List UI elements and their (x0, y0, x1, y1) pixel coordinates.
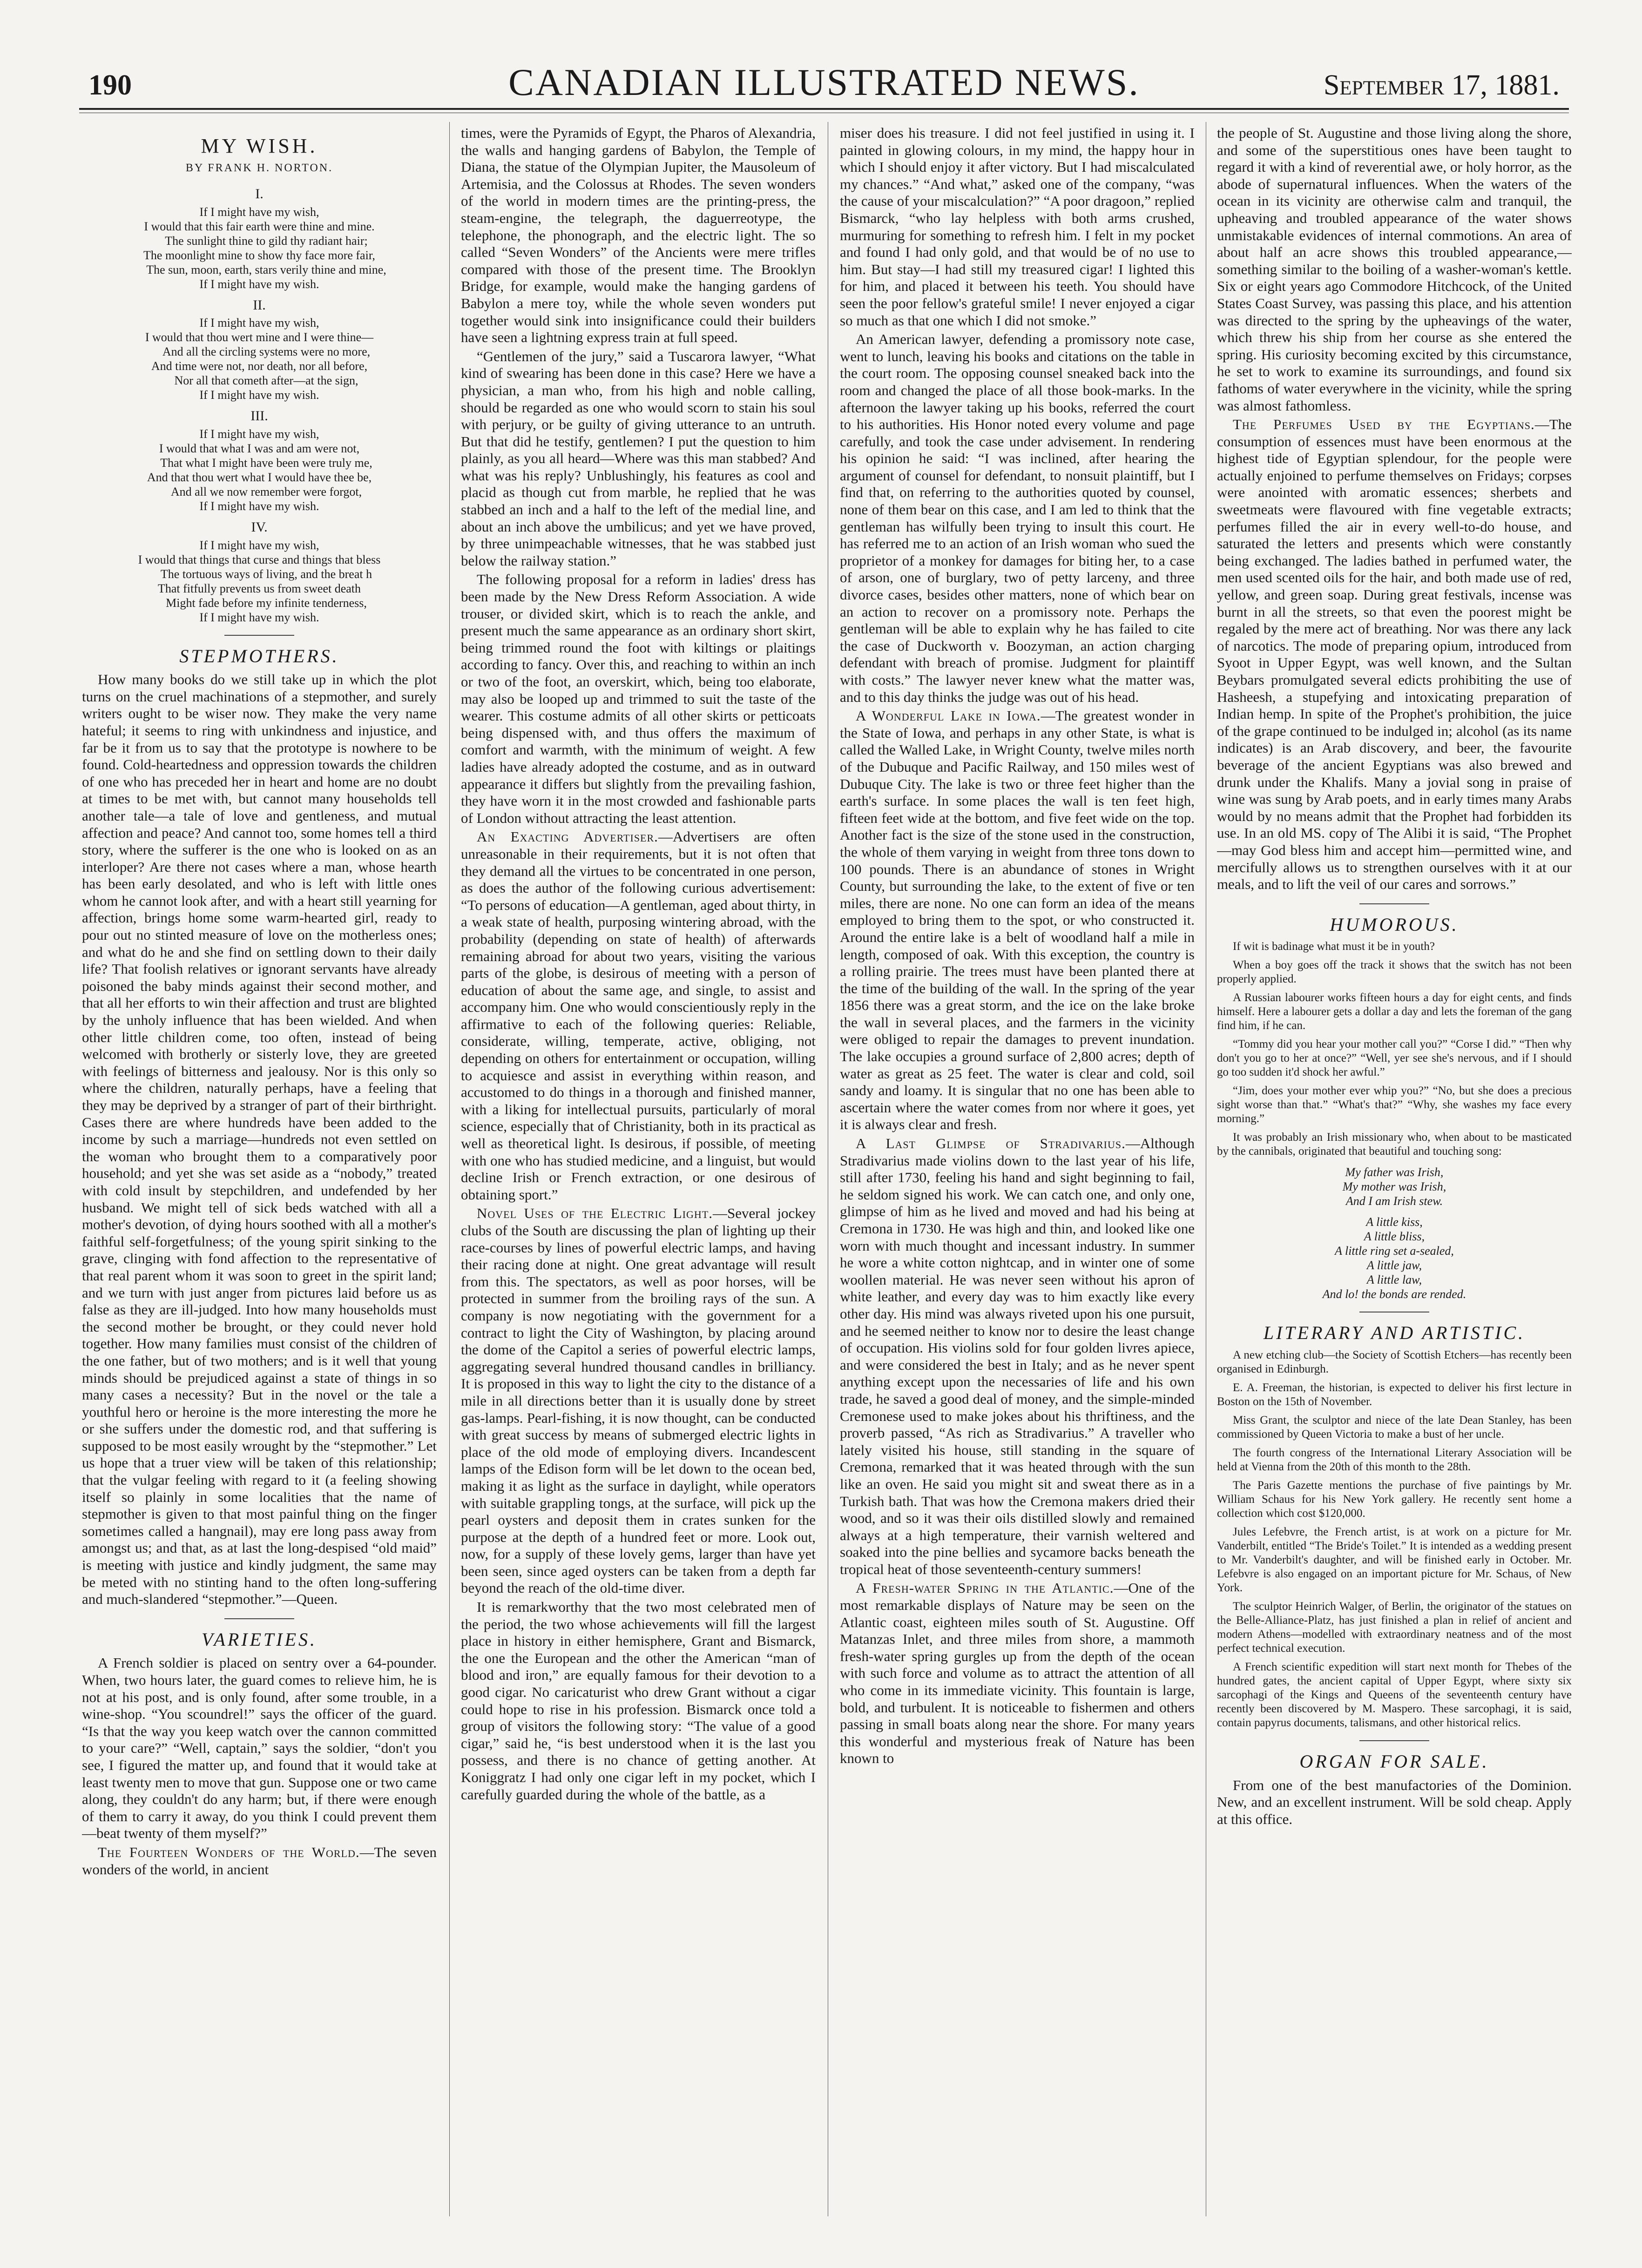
paragraph-text: —Although Stradivarius made violins down to the last year of his life, still after 1730, feeling his hand and sight beginning to fail, he seldom signed his work. We can catch one, and only one, glimpse of him as he lived and moved and had his being at Cremona in 1730. He was high and thin, and looked like one worn with much thought and incessant industry. In summer he wore a white cotton nightcap, and in winter one of some woollen material. He was never seen without his apron of white leather, and every day was to him exactly like every other day. His mind was always riveted upon his one pursuit, and he seemed neither to know nor to desire the least change of occupation. His violins sold for four golden livres apiece, and were considered the best in Italy; and as he never spent anything except upon the necessaries of life and his own trade, he saved a good deal of money, and the simple-minded Cremonese used to make jokes about his thriftiness, and the proverb passed, “As rich as Stradivarius.” A traveller who lately visited his house, still standing in the square of Cremona, remarked that it was heated through with the sun like an oven. He said you might sit and sweat there as in a Turkish bath. That was how the Cremona makers dried their wood, and so it was their oils distilled slowly and remained always at a high temperature, their varnish weltered and soaked into the pine bellies and sycamore backs beneath the tropical heat of those seventeenth-century summers! (840, 1135, 1195, 1577)
paragraph-lead: A Wonderful Lake in Iowa. (856, 707, 1041, 724)
poem-line: And all the circling systems were no more, (162, 345, 371, 359)
literary-item: The Paris Gazette mentions the purchase of five paintings by Mr. William Schaus for his New York gallery. He recently sent home a collection which cost $120,000. (1217, 1479, 1572, 1520)
literary-items (1217, 1348, 1572, 1730)
article-paragraph: “Gentlemen of the jury,” said a Tuscarora lawyer, “What kind of swearing has been done in this case? Here we have a physician, a man who, from his high and noble calling, should be regarded as one who would scorn to stain his soul with perjury, or be guilty of giving utterance to an untruth. But that did he testify, gentlemen? I put the question to him plainly, as you all heard—Where was this man stabbed? And what was his reply? Unblushingly, his features as cool and placid as though cut from marble, he replied that he was stabbed an inch and a half to the left of the medial line, and about an inch above the umbilicus; and yet we have proved, by three unimpeachable witnesses, that he was stabbed just below the railway station.” (461, 348, 816, 569)
section-divider (1359, 1740, 1429, 1741)
article-paragraph: It is remarkworthy that the two most celebrated men of the period, the two whose achievements will fill the largest place in history in either hemisphere, Grant and Bismarck, the one the European and the other the American “man of blood and iron,” are equally famous for their devotion to a good cigar. No caricaturist who drew Grant without a cigar could hope to rise in his profession. Bismarck once told a group of visitors the following story: “The value of a good cigar,” said he, “is best understood when it is the last you possess, and there is no chance of getting another. At Koniggratz I had only one cigar left in my pocket, which I carefully guarded during the whole of the battle, as a (461, 1599, 816, 1803)
article-paragraph (461, 828, 816, 1203)
section-heading-literary: LITERARY AND ARTISTIC. (1263, 1322, 1526, 1344)
column-4 (1217, 125, 1572, 2210)
article-paragraph (1217, 416, 1572, 893)
column-3 (840, 125, 1195, 2210)
literary-item: The sculptor Heinrich Walger, of Berlin, the originator of the statues on the Belle-Alliance-Platz, has just finished a plan in relief of ancient and modern Athens—modelled with extraordinary neatness and of the most perfect technical execution. (1217, 1600, 1572, 1655)
section-divider (224, 635, 294, 636)
paragraph-text: —Advertisers are often unreasonable in their requirements, but it is not often that they demand all the virtues to be concentrated in one person, as does the author of the following curious advertisement: “To persons of education—A gentleman, aged about thirty, in a weak state of health, purposing wintering abroad, with the probability (depending on state of health) of afterwards remaining abroad for about two years, visiting the various parts of the globe, is desirous of meeting with a person of education of about the same age, and single, to assist and accompany him. One who would conscientiously reply in the affirmative to each of the following queries: Reliable, considerate, willing, temperate, active, obliging, not depending on others for entertainment or occupation, willing to acquiesce and assist in everything within reason, and accustomed to do things in a thorough and finished manner, with a liking for intellectual pursuits, particularly of moral science, especially that of Christianity, both in its practical as well as theoretical light. Is desirous, if possible, of meeting with one who has studied medicine, and a linguist, but would decline Irish or French extraction, or one desirous of obtaining sport.” (461, 828, 816, 1203)
verse-line: A little bliss, (1364, 1230, 1425, 1244)
stanza (82, 205, 437, 291)
humorous-items (1217, 940, 1572, 1301)
newspaper-title: CANADIAN ILLUSTRATED NEWS. (508, 61, 1140, 103)
paragraph-text: —The seven wonders of the world, in ancient (82, 1844, 437, 1878)
verse-line: A little ring set a-sealed, (1335, 1244, 1454, 1258)
verse-line: And lo! the bonds are rended. (1322, 1287, 1466, 1301)
literary-item: Jules Lefebvre, the French artist, is at work on a picture for Mr. Vanderbilt, entitled “The Bride's Toilet.” It is intended as a wedding present to Mr. Vanderbilt's daughter, and will be finished early in October. Mr. Lefebvre is also engaged on an important picture for Mr. Schaus, of New York. (1217, 1525, 1572, 1594)
section-divider (1359, 903, 1429, 904)
article-paragraph: From one of the best manufactories of the Dominion. New, and an excellent instrument. Will be sold cheap. Apply at this office. (1217, 1777, 1572, 1827)
section-heading-stepmothers: STEPMOTHERS. (179, 645, 339, 666)
paragraph-text: —One of the most remarkable displays of Nature may be seen on the Atlantic coast, eighteen miles south of St. Augustine. Off Matanzas Inlet, and three miles from shore, a mammoth fresh-water spring gurgles up from the depth of the ocean with such force and volume as to attract the attention of all who come in its immediate vicinity. This fountain is large, bold, and turbulent. It is noticeable to fishermen and others passing in small boats along near the shore. For many years this wonderful and mysterious freak of Nature has been known to (840, 1580, 1195, 1767)
section-heading-varieties: VARIETIES. (201, 1629, 318, 1650)
masthead-rule (79, 108, 1569, 110)
article-paragraph (840, 1135, 1195, 1578)
article-paragraph (840, 707, 1195, 1133)
article-paragraph: A French soldier is placed on sentry over a 64-pounder. When, two hours later, the guard comes to relieve him, he is not at his post, and is only found, after some trouble, in a wine-shop. “You scoundrel!” says the officer of the guard. “Is that the way you keep watch over the cannon committed to your care?” “Well, captain,” says the soldier, “don't you see, I figured the matter up, and found that it would take at least twenty men to move that gun. Suppose one or two came along, they couldn't do any harm; but, if there were enough of them to carry it away, do you think I could prevent them—beat twenty of them myself?” (82, 1655, 437, 1842)
humor-item: “Tommy did you hear your mother call you?” “Corse I did.” “Then why don't you go to her at once?” “Well, yer see she's nervous, and if I should go too sudden it'd shock her awful.” (1217, 1038, 1572, 1079)
verse-line: A little jaw, (1366, 1259, 1422, 1272)
article-paragraph (82, 1844, 437, 1878)
article-paragraph (461, 1205, 816, 1597)
poem-line: If I might have my wish, (199, 538, 319, 552)
literary-item: Miss Grant, the sculptor and niece of the late Dean Stanley, has been commissioned by Queen Victoria to make a bust of her uncle. (1217, 1413, 1572, 1440)
poem-line: And that thou wert what I would have thee be, (147, 470, 372, 484)
masthead (70, 56, 1578, 107)
poem-line: That what I might have been were truly me, (160, 456, 372, 470)
poem-line: I would that what I was and am were not, (159, 441, 360, 455)
poem-line: And time were not, nor death, nor all before, (151, 359, 368, 373)
poem-line: If I might have my wish, (199, 205, 319, 219)
paragraph-text: —The consumption of essences must have been enormous at the highest tide of Egyptian splendour, for the people were actually enjoined to perfume themselves on Fridays; corpses were anointed with aromatic essences; sherbets and sweetmeats were flavoured with fine vegetable extracts; perfumes filled the air in every well-to-do house, and saturated the letters and presents which were constantly being exchanged. The ladies bathed in perfumed water, the men used scented oils for the hair, and both made use of red, yellow, and green soap. During great festivals, incense was burnt in all the streets, so that even the poorest might be regaled by the mere act of breathing. Nor was there any lack of narcotics. The mode of preparing opium, introduced from Syoot in Upper Egypt, was well known, and the Sultan Beybars promulgated several edicts prohibiting the use of Hasheesh, a stupefying and intoxicating preparation of Indian hemp. In spite of the Prophet's prohibition, the juice of the grape continued to be indulged in; alcohol (as its name indicates) is an Arab discovery, and beer, the favourite beverage of the ancient Egyptians was also brewed and drunk under the Khalifs. Many a jovial song in praise of wine was sung by Arab poets, and in early times many Arabs would by no means admit that the Prophet had forbidden its use. In an old MS. copy of The Alibi it is said, “The Prophet—may God bless him and accept him—permitted wine, and mercifully allows us to strengthen ourselves with it at our meals, and to lift the veil of our cares and sorrows.” (1217, 416, 1572, 893)
poem-line: Nor all that cometh after—at the sign, (174, 374, 358, 388)
literary-item: A new etching club—the Society of Scottish Etchers—has recently been organised in Edinburgh. (1217, 1348, 1572, 1375)
humor-item: A Russian labourer works fifteen hours a day for eight cents, and finds himself. Here a labourer gets a dollar a day and lets the foreman of the gang find him, if he can. (1217, 991, 1572, 1032)
poem-line: And all we now remember were forgot, (170, 485, 362, 498)
poem-title: MY WISH. (201, 135, 318, 157)
stanza (82, 427, 437, 513)
literary-item: The fourth congress of the International Literary Association will be held at Vienna from the 20th of this month to the 28th. (1217, 1446, 1572, 1473)
article-paragraph (840, 1580, 1195, 1767)
humor-item: When a boy goes off the track it shows that the switch has not been properly applied. (1217, 959, 1572, 986)
poem-line: If I might have my wish, (199, 427, 319, 441)
poem-byline: BY FRANK H. NORTON. (185, 162, 333, 174)
stanza-number: II. (253, 297, 266, 313)
humor-verse (1217, 1165, 1572, 1208)
humor-item: If wit is badinage what must it be in youth? (1233, 940, 1435, 953)
poem-line: Might fade before my infinite tenderness, (166, 596, 367, 610)
stanza (82, 316, 437, 402)
page-number: 190 (88, 69, 132, 101)
section-heading-organ: ORGAN FOR SALE. (1299, 1750, 1489, 1772)
stanza-number: I. (255, 186, 264, 202)
poem-body (82, 186, 437, 624)
literary-item: E. A. Freeman, the historian, is expected to deliver his first lecture in Boston on the 15th of November. (1217, 1381, 1572, 1408)
verse-line: And I am Irish stew. (1345, 1194, 1443, 1208)
article-paragraph: The following proposal for a reform in ladies' dress has been made by the New Dress Reform Association. A wide trouser, or divided skirt, which is to reach the ankle, and present much the same appearance as an ordinary short skirt, being trimmed round the foot with kiltings or plaitings according to fancy. Over this, and reaching to within an inch or two of the foot, an overskirt, which, being too elaborate, may also be looped up and trimmed to suit the taste of the wearer. This costume admits of all other skirts or petticoats being dispensed with, and thus offers the maximum of comfort and warmth, with the minimum of weight. A few ladies have already adopted the costume, and as in outward appearance it differs but slightly from the prevailing fashion, they have worn it in the most crowded and fashionable parts of London without attracting the least attention. (461, 571, 816, 826)
article-paragraph: How many books do we still take up in which the plot turns on the cruel machinations of a stepmother, and surely writers ought to be wiser now. They make the very name hateful; it seems to ring with unkindness and injustice, and far be it from us to say that the prototype is nowhere to be found. Cold-heartedness and oppression towards the children of one who has preceded her in heart and home are no doubt at times to be met with, but cannot many households tell another tale—a tale of love and gentleness, and mutual affection and peace? And cannot too, some homes tell a third story, where the sufferer is the one who is looked on as an interloper? Are there not cases where a man, whose hearth has been early desolated, and who is left with little ones whom he cannot look after, and with a heart still yearning for affection, brings home some warm-hearted girl, ready to pour out no stinted measure of love on the motherless ones; and what do he and she find on settling down to their daily life? That foolish relatives or ignorant servants have already poisoned the baby minds against their second mother, and that all her efforts to win their affection and trust are blighted by the unholy influence that has been wielded. And when other little children come, too often, instead of being welcomed with brotherly or sisterly love, they are greeted with feelings of bitterness and jealousy. Nor is this only so where the children, naturally perhaps, have a feeling that they may be deprived by a stranger of part of their birthright. Cases there are where hundreds have been added to the income by such a marriage—hundreds not even settled on the woman who brought them to a comparatively poor household; and yet she was set aside as a “nobody,” treated with cold insult by stepchildren, and undefended by her husband. We might tell of sick beds watched with all a mother's devotion, of dying hours soothed with all a mother's faithful self-forgetfulness; of the young spirit sinking to the grave, clinging with fond affection to the representative of that real parent whom it was soon to greet in the spirit land; and we turn with just anger from pictures laid before us as false as they are ill-judged. Into how many households must the second mother be brought, or they could never hold together. How many families must consist of the children of the one father, but of two mothers; and is it well that young minds should be prejudiced against a state of things in so many cases a necessity? But in the novel or the tale a youthful hero or heroine is the more interesting the more he or she suffers under the domestic rod, and that suffering is supposed to be most easily wrought by the “stepmother.” Let us hope that a truer view will be taken of this relationship; that the vulgar feeling with regard to it (a feeling showing itself so plainly in some localities that the name of stepmother is given to that most painful thing on the finger sometimes called a hangnail), may ere long pass away from amongst us; and that, as at last the long-despised “old maid” is meeting with justice and kindly judgment, the same may be meted with no stinting hand to the often long-suffering and much-slandered “stepmother.”—Queen. (82, 671, 437, 1608)
verse-line: My mother was Irish, (1342, 1180, 1446, 1194)
paragraph-lead: Novel Uses of the Electric Light. (477, 1205, 713, 1222)
column-2 (461, 125, 816, 2210)
humor-verse (1217, 1215, 1572, 1301)
humor-item: It was probably an Irish missionary who, when about to be masticated by the cannibals, originated that beautiful and touching song: (1217, 1131, 1572, 1158)
stanza (82, 538, 437, 625)
verse-line: My father was Irish, (1345, 1165, 1444, 1179)
article-paragraph: miser does his treasure. I did not feel justified in using it. I painted in glowing colours, in my mind, the happy hour in which I should enjoy it after victory. But I had miscalculated my chances.” “And what,” asked one of the company, “was the cause of your miscalculation?” “A poor dragoon,” replied Bismarck, “who lay helpless with both arms crushed, murmuring for something to refresh him. I felt in my pocket and found I had only gold, and that would be of no use to him. But stay—I had still my treasured cigar! I lighted this for him, and placed it between his teeth. You should have seen the poor fellow's grateful smile! I never enjoyed a cigar so much as that one which I did not smoke.” (840, 125, 1195, 329)
poem-line: If I might have my wish, (199, 316, 319, 330)
section-heading-humorous: HUMOROUS. (1330, 914, 1459, 935)
paragraph-lead: The Fourteen Wonders of the World. (98, 1844, 360, 1860)
poem-line: If I might have my wish. (199, 610, 319, 624)
issue-date: September 17, 1881. (1323, 69, 1560, 101)
poem-line: The sunlight thine to gild thy radiant hair; (165, 234, 368, 248)
paragraph-lead: An Exacting Advertiser. (477, 828, 658, 845)
article-paragraph: times, were the Pyramids of Egypt, the Pharos of Alexandria, the walls and hanging gardens of Babylon, the Temple of Diana, the statue of the Olympian Jupiter, the Mausoleum of Artemisia, and the Colossus at Rhodes. The seven wonders of the world in modern times are the printing-press, the steam-engine, the telegraph, the daguerreotype, the telephone, the phonograph, and the electric light. The so called “Seven Wonders” of the Ancients were mere trifles compared with those of the present time. The Brooklyn Bridge, for example, would make the hanging gardens of Babylon a mere toy, while the whole seven wonders put together would sink into insignificance could their builders have seen a lightning express train at full speed. (461, 125, 816, 346)
poem-line: I would that things that curse and things that bless (138, 552, 381, 566)
poem-line: If I might have my wish. (199, 499, 319, 513)
poem-line: The sun, moon, earth, stars verily thine and mine, (146, 262, 386, 276)
article-paragraph: the people of St. Augustine and those living along the shore, and some of the superstitious ones have been taught to regard it with a kind of reverential awe, or holy horror, as the abode of supernatural influences. When the waters of the ocean in its vicinity are otherwise calm and tranquil, the upheaving and troubled appearance of the water shows unmistakable evidences of internal commotions. An area of about half an acre shows this troubled appearance,—something similar to the boiling of a washer-woman's kettle. Six or eight years ago Commodore Hitchcock, of the United States Coast Survey, was passing this place, and his attention was directed to the spring by the upheavings of the water, which threw his ship from her course as she entered the spring. His curiosity becoming excited by this circumstance, he set to work to examine its surroundings, and found six fathoms of water everywhere in the vicinity, while the spring was almost fathomless. (1217, 125, 1572, 414)
section-divider (224, 1618, 294, 1619)
verse-line: A little law, (1366, 1273, 1422, 1287)
stanza-number: III. (250, 408, 268, 424)
poem-line: I would that this fair earth were thine and mine. (144, 219, 375, 233)
verse-line: A little kiss, (1366, 1215, 1423, 1229)
paragraph-lead: The Perfumes Used by the Egyptians. (1233, 416, 1535, 433)
paragraph-lead: A Fresh-water Spring in the Atlantic. (856, 1580, 1114, 1596)
column-divider (449, 122, 450, 2216)
poem-line: The tortuous ways of living, and the breat h (160, 567, 372, 581)
paragraph-text: —The greatest wonder in the State of Iowa, and perhaps in any other State, is what is called the Walled Lake, in Wright County, twelve miles north of the Dubuque and Pacific Railway, and 150 miles west of Dubuque City. The lake is two or three feet higher than the earth's surface. In some places the wall is ten feet high, fifteen feet wide at the bottom, and five feet wide on the top. Another fact is the size of the stone used in the construction, the whole of them varying in weight from three tons down to 100 pounds. There is an abundance of stones in Wright County, but surrounding the lake, to the extent of five or ten miles, there are none. No one can form an idea of the means employed to bring them to the spot, or who constructed it. Around the entire lake is a belt of woodland half a mile in length, composed of oak. With this exception, the country is a rolling prairie. The trees must have been planted there at the time of the building of the wall. In the spring of the year 1856 there was a great storm, and the ice on the lake broke the wall in several places, and the farmers in the vicinity were obliged to repair the damages to prevent inundation. The lake occupies a ground surface of 2,800 acres; depth of water as great as 25 feet. The water is clear and cold, soil sandy and loamy. It is singular that no one has been able to ascertain where the water comes from nor where it goes, yet it is always clear and fresh. (840, 707, 1195, 1133)
poem-line: I would that thou wert mine and I were thine— (145, 330, 374, 344)
paragraph-text: —Several jockey clubs of the South are discussing the plan of lighting up their race-courses by lines of powerful electric lamps, and having their racing done at night. One great advantage will result from this. The spectators, as well as poor horses, will be protected in summer from the broiling rays of the sun. A company is now negotiating with the government for a contract to light the City of Washington, by placing around the dome of the Capitol a series of powerful electric lamps, aggregating several hundred thousand candles in brilliancy. It is proposed in this way to light the city to the distance of a mile in all directions better than it is usually done by street gas-lamps. Pearl-fishing, it is now thought, can be conducted with great success by means of submerged electric lights in place of the old mode of employing divers. Incandescent lamps of the Edison form will be let down to the ocean bed, making it as light as the surface in daylight, while operators with suitable grappling tongs, at the surface, will pick up the pearl oysters and deposit them in crates sunken for the purpose at the depth of a hundred feet or more. Look out, now, for a supply of these lovely gems, larger than have yet been seen, since aged oysters can be taken from a depth far beyond the reach of the old-time diver. (461, 1205, 816, 1596)
stanza-number: IV. (251, 519, 268, 535)
literary-item: A French scientific expedition will start next month for Thebes of the hundred gates, the ancient capital of Upper Egypt, where sixty six sarcophagi of the Kings and Queens of the seventeenth century have recently been discovered by M. Maspero. These sarcophagi, it is said, contain papyrus documents, talismans, and other historical relics. (1217, 1660, 1572, 1729)
poem-line: If I might have my wish. (199, 277, 319, 291)
paragraph-lead: A Last Glimpse of Stradivarius. (856, 1135, 1126, 1152)
article-paragraph: An American lawyer, defending a promissory note case, went to lunch, leaving his books and citations on the table in the court room. The opposing counsel sneaked back into the room and changed the place of all those book-marks. In the afternoon the lawyer taking up his books, referred the court to his authorities. His Honor noted every volume and page carefully, and took the case under advisement. In rendering his opinion he said: “I was inclined, after hearing the argument of counsel for defendant, to nonsuit plaintiff, but I find that, on referring to the authorities quoted by counsel, none of them bear on this case, and I am led to think that the gentleman has wilfully been trying to insult this court. He has referred me to an action of an Irish woman who sued the proprietor of a monkey for damages for biting her, to a case of arson, one of burglary, two of petty larceny, and three divorce cases, besides other matters, none of which bear on an action to recover on a promissory note. Perhaps the gentleman will be able to explain why he has failed to cite the case of Duckworth v. Boozyman, an action charging defendant with breach of promise. Judgment for plaintiff with costs.” The lawyer never knew what the matter was, and to this day thinks the judge was out of his head. (840, 331, 1195, 705)
poem-line: If I might have my wish. (199, 388, 319, 402)
humor-item: “Jim, does your mother ever whip you?” “No, but she does a precious sight worse than that.” “What's that?” “Why, she washes my face every morning.” (1217, 1084, 1572, 1125)
column-1 (82, 125, 437, 2210)
poem-line: The moonlight mine to show thy face more fair, (143, 248, 375, 262)
poem-line: That fitfully prevents us from sweet death (157, 581, 361, 595)
